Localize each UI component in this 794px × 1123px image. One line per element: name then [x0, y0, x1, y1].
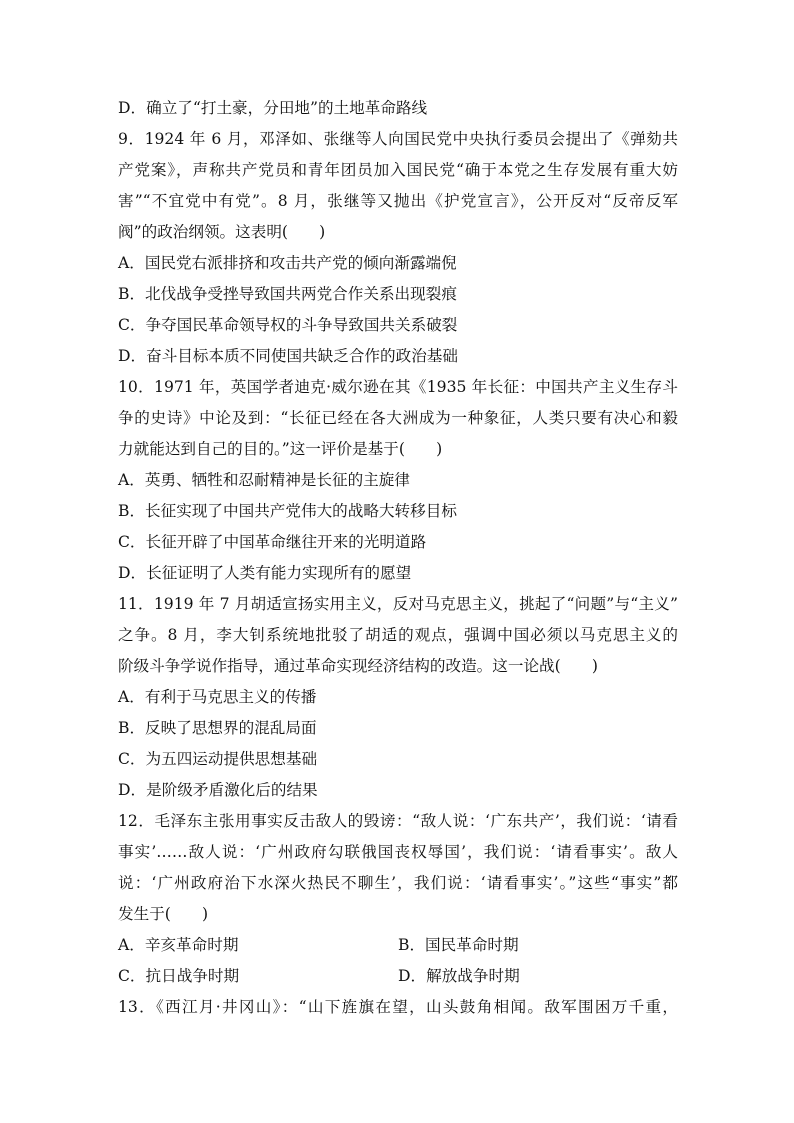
- question-11-option-a: A．有利于马克思主义的传播: [118, 688, 317, 706]
- question-9-option-c: C．争夺国民革命领导权的斗争导致国共关系破裂: [118, 316, 458, 334]
- question-11-stem-line: 11．1919 年 7 月胡适宣扬实用主义，反对马克思主义，挑起了“问题”与“主义”: [118, 595, 678, 613]
- question-9-option-b: B．北伐战争受挫导致国共两党合作关系出现裂痕: [118, 285, 457, 303]
- question-9-stem-line: 产党案》，声称共产党员和青年团员加入国民党“确于本党之生存发展有重大妨: [118, 161, 678, 179]
- question-9-stem-line: 阀”的政治纲领。这表明( ): [118, 223, 326, 241]
- question-10-stem-line: 10．1971 年，英国学者迪克·威尔逊在其《1935 年长征：中国共产主义生存斗: [118, 378, 678, 396]
- question-12-option-c: C．抗日战争时期: [118, 967, 240, 985]
- question-9-stem-line: 害”“不宜党中有党”。8 月，张继等又抛出《护党宣言》，公开反对“反帝反军: [118, 192, 678, 210]
- question-11-stem-line: 阶级斗争学说作指导，通过革命实现经济结构的改造。这一论战( ): [118, 657, 598, 675]
- prev-question-option-d: D．确立了“打土豪，分田地”的土地革命路线: [118, 99, 428, 117]
- question-10-option-d: D．长征证明了人类有能力实现所有的愿望: [118, 564, 412, 582]
- question-11: [118, 589, 678, 806]
- question-12-option-a: A．辛亥革命时期: [118, 936, 239, 954]
- question-10-stem-line: 力就能达到自己的目的。”这一评价是基于( ): [118, 440, 443, 458]
- question-13: [118, 992, 678, 1023]
- question-12-options-row: [118, 930, 678, 961]
- question-12-stem-line: 发生于( ): [118, 905, 209, 923]
- question-13-stem-line: 13．《西江月·井冈山》：“山下旌旗在望，山头鼓角相闻。敌军围困万千重，: [118, 998, 678, 1016]
- question-12-option-b: B．国民革命时期: [398, 936, 519, 954]
- question-12-stem-line: 事实’……敌人说：‘广州政府勾联俄国丧权辱国’，我们说：‘请看事实’。敌人: [118, 843, 678, 861]
- question-9-stem-line: 9．1924 年 6 月，邓泽如、张继等人向国民党中央执行委员会提出了《弹劾共: [118, 130, 678, 148]
- question-10-option-b: B．长征实现了中国共产党伟大的战略大转移目标: [118, 502, 457, 520]
- question-9-option-a: A．国民党右派排挤和攻击共产党的倾向渐露端倪: [118, 254, 457, 272]
- question-11-option-b: B．反映了思想界的混乱局面: [118, 719, 317, 737]
- question-12: [118, 806, 678, 992]
- question-12-stem-line: 12．毛泽东主张用事实反击敌人的毁谤：“敌人说：‘广东共产’，我们说：‘请看: [118, 812, 678, 830]
- question-9: [118, 124, 678, 372]
- question-10: [118, 372, 678, 589]
- question-11-option-c: C．为五四运动提供思想基础: [118, 750, 318, 768]
- question-12-options-row: [118, 961, 678, 992]
- question-12-stem-line: 说：‘广州政府治下水深火热民不聊生’，我们说：‘请看事实’。”这些“事实”都: [118, 874, 678, 892]
- question-9-option-d: D．奋斗目标本质不同使国共缺乏合作的政治基础: [118, 347, 458, 365]
- question-10-stem-line: 争的史诗》中论及到：“长征已经在各大洲成为一种象征，人类只要有决心和毅: [118, 409, 678, 427]
- question-10-option-a: A．英勇、牺牲和忍耐精神是长征的主旋律: [118, 471, 410, 489]
- question-content: [118, 93, 678, 1023]
- question-10-option-c: C．长征开辟了中国革命继往开来的光明道路: [118, 533, 427, 551]
- question-11-stem-line: 之争。8 月，李大钊系统地批驳了胡适的观点，强调中国必须以马克思主义的: [118, 626, 678, 644]
- question-11-option-d: D．是阶级矛盾激化后的结果: [118, 781, 318, 799]
- question-12-option-d: D．解放战争时期: [398, 967, 520, 985]
